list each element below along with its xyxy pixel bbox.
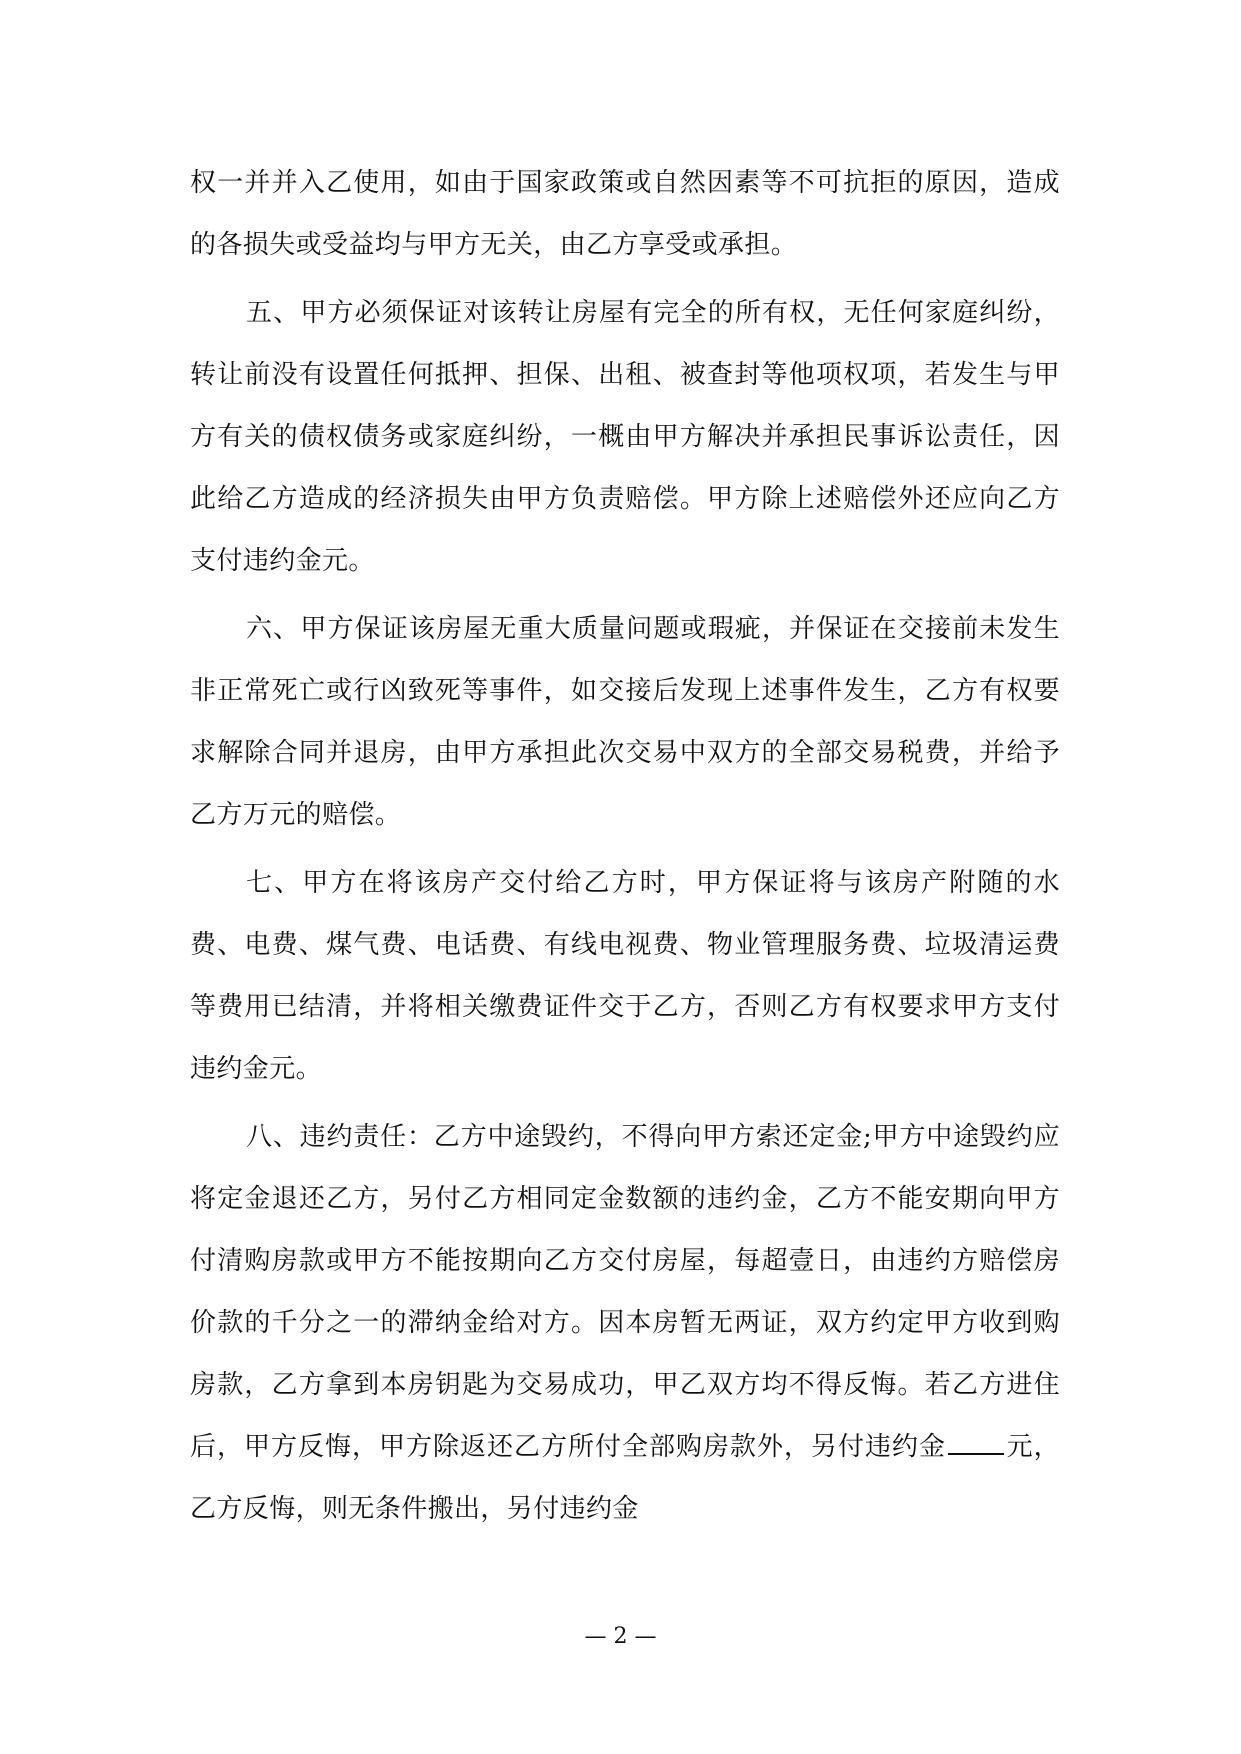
clause-eight-text-after-blank: 元，乙方反悔，则无条件搬出，另付违约金 [190, 1432, 1060, 1524]
page-number-footer: — 2 — [584, 1624, 657, 1649]
clause-eight-text-before-blank: 八、违约责任：乙方中途毁约，不得向甲方索还定金;甲方中途毁约应将定金退还乙方，另付乙方相同定金数额的违约金，乙方不能安期向甲方付清购房款或甲方不能按期向乙方交付房屋，每超壹日，由违约方赔偿房价款的千分之一的滞纳金给对方。因本房暂无两证，双方约定甲方收到购房款，乙方拿到本房钥匙为交易成功，甲乙双方均不得反悔。若乙方进住后，甲方反悔，甲方除返还乙方所付全部购房款外，另付违约金 [190, 1122, 1060, 1462]
paragraph-clause-six: 六、甲方保证该房屋无重大质量问题或瑕疵，并保证在交接前未发生非正常死亡或行凶致死等事件，如交接后发现上述事件发生，乙方有权要求解除合同并退房，由甲方承担此次交易中双方的全部交易税费，并给予乙方万元的赔偿。 [190, 614, 1060, 830]
paragraph-clause-seven: 七、甲方在将该房产交付给乙方时，甲方保证将与该房产附随的水费、电费、煤气费、电话费、有线电视费、物业管理服务费、垃圾清运费等费用已结清，并将相关缴费证件交于乙方，否则乙方有权要求甲方支付违约金元。 [190, 868, 1060, 1084]
paragraph-continued: 权一并并入乙使用，如由于国家政策或自然因素等不可抗拒的原因，造成的各损失或受益均与甲方无关，由乙方享受或承担。 [190, 168, 1060, 260]
paragraph-clause-eight [190, 1106, 1060, 1540]
paragraph-clause-five: 五、甲方必须保证对该转让房屋有完全的所有权，无任何家庭纠纷，转让前没有设置任何抵押、担保、出租、被查封等他项权项，若发生与甲方有关的债权债务或家庭纠纷，一概由甲方解决并承担民事诉讼责任，因此给乙方造成的经济损失由甲方负责赔偿。甲方除上述赔偿外还应向乙方支付违约金元。 [190, 298, 1060, 576]
document-body [190, 152, 1060, 1540]
fill-in-blank-line [948, 1431, 1004, 1455]
